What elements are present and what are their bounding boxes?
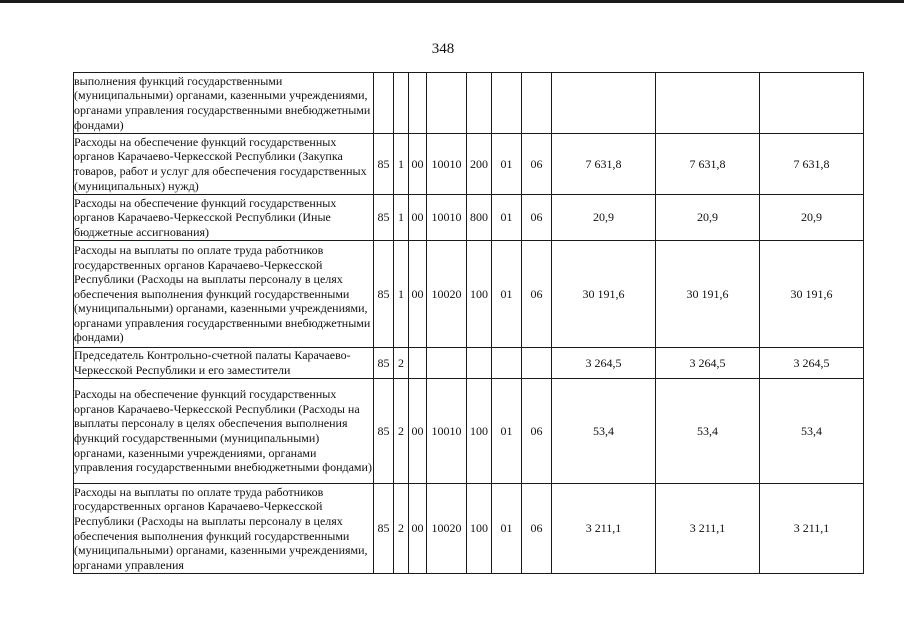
code-cell: 2: [394, 484, 409, 574]
code-cell: 00: [409, 241, 427, 348]
row-description: Расходы на обеспечение функций государственных органов Карачаево-Черкесской Республики (Иные бюджетные ассигнования): [74, 195, 374, 241]
code-cell: [427, 73, 467, 134]
code-cell: 06: [522, 379, 552, 484]
code-cell: 00: [409, 379, 427, 484]
code-cell: 06: [522, 195, 552, 241]
table-row: [74, 73, 864, 134]
code-cell: 10010: [427, 134, 467, 195]
amount-cell: [760, 73, 864, 134]
code-cell: 85: [374, 134, 394, 195]
code-cell: 800: [467, 195, 492, 241]
code-cell: 2: [394, 348, 409, 379]
code-cell: [467, 73, 492, 134]
code-cell: 200: [467, 134, 492, 195]
code-cell: [427, 348, 467, 379]
amount-cell: 30 191,6: [552, 241, 656, 348]
code-cell: 01: [492, 134, 522, 195]
code-cell: 01: [492, 241, 522, 348]
code-cell: [409, 73, 427, 134]
row-description: Расходы на обеспечение функций государственных органов Карачаево-Черкесской Республики (Расходы на выплаты персоналу в целях обеспечения выполнения функций государственными (муниципальными) органами, казенными учреждениями, органами управления государственными внебюджетными фондами): [74, 379, 374, 484]
code-cell: 85: [374, 241, 394, 348]
code-cell: 85: [374, 195, 394, 241]
code-cell: 06: [522, 134, 552, 195]
code-cell: 06: [522, 484, 552, 574]
code-cell: [409, 348, 427, 379]
code-cell: [492, 348, 522, 379]
table-row: [74, 195, 864, 241]
code-cell: 100: [467, 484, 492, 574]
code-cell: 85: [374, 484, 394, 574]
code-cell: 2: [394, 379, 409, 484]
row-description: Расходы на выплаты по оплате труда работников государственных органов Карачаево-Черкесской Республики (Расходы на выплаты персоналу в целях обеспечения выполнения функций государственными (муниципальными) органами, казенными учреждениями, органами управления государственными внебюджетными фондами): [74, 241, 374, 348]
amount-cell: 7 631,8: [760, 134, 864, 195]
amount-cell: 30 191,6: [760, 241, 864, 348]
amount-cell: 20,9: [552, 195, 656, 241]
amount-cell: 3 264,5: [656, 348, 760, 379]
code-cell: 85: [374, 379, 394, 484]
code-cell: 10020: [427, 241, 467, 348]
code-cell: 1: [394, 195, 409, 241]
code-cell: [492, 73, 522, 134]
code-cell: 10010: [427, 379, 467, 484]
code-cell: [522, 348, 552, 379]
amount-cell: 53,4: [760, 379, 864, 484]
amount-cell: 20,9: [656, 195, 760, 241]
row-description: Расходы на обеспечение функций государственных органов Карачаево-Черкесской Республики (Закупка товаров, работ и услуг для обеспечения государственных (муниципальных) нужд): [74, 134, 374, 195]
table-row: [74, 134, 864, 195]
code-cell: 00: [409, 195, 427, 241]
code-cell: 00: [409, 134, 427, 195]
code-cell: 00: [409, 484, 427, 574]
code-cell: 06: [522, 241, 552, 348]
table-row: [74, 241, 864, 348]
amount-cell: 53,4: [552, 379, 656, 484]
code-cell: 01: [492, 379, 522, 484]
top-border-rule: [0, 0, 904, 3]
amount-cell: 3 211,1: [656, 484, 760, 574]
amount-cell: 53,4: [656, 379, 760, 484]
row-description: Расходы на выплаты по оплате труда работников государственных органов Карачаево-Черкесской Республики (Расходы на выплаты персоналу в целях обеспечения выполнения функций государственными (муниципальными) органами, казенными учреждениями, органами управления: [74, 484, 374, 574]
code-cell: 100: [467, 241, 492, 348]
table-row: [74, 379, 864, 484]
row-description: выполнения функций государственными (муниципальными) органами, казенными учреждениями, органами управления государственными внебюджетными фондами): [74, 73, 374, 134]
amount-cell: 7 631,8: [656, 134, 760, 195]
table-row: [74, 348, 864, 379]
code-cell: 1: [394, 241, 409, 348]
budget-table: [73, 72, 864, 574]
code-cell: 100: [467, 379, 492, 484]
amount-cell: 30 191,6: [656, 241, 760, 348]
amount-cell: 7 631,8: [552, 134, 656, 195]
code-cell: [522, 73, 552, 134]
code-cell: [394, 73, 409, 134]
code-cell: 85: [374, 348, 394, 379]
amount-cell: 3 211,1: [552, 484, 656, 574]
page-number: 348: [431, 41, 455, 57]
amount-cell: 3 264,5: [552, 348, 656, 379]
code-cell: 1: [394, 134, 409, 195]
amount-cell: 3 264,5: [760, 348, 864, 379]
code-cell: 01: [492, 195, 522, 241]
amount-cell: [552, 73, 656, 134]
table-row: [74, 484, 864, 574]
row-description: Председатель Контрольно-счетной палаты Карачаево-Черкесской Республики и его заместители: [74, 348, 374, 379]
code-cell: 10020: [427, 484, 467, 574]
amount-cell: 20,9: [760, 195, 864, 241]
code-cell: [467, 348, 492, 379]
code-cell: 10010: [427, 195, 467, 241]
code-cell: 01: [492, 484, 522, 574]
amount-cell: 3 211,1: [760, 484, 864, 574]
amount-cell: [656, 73, 760, 134]
code-cell: [374, 73, 394, 134]
